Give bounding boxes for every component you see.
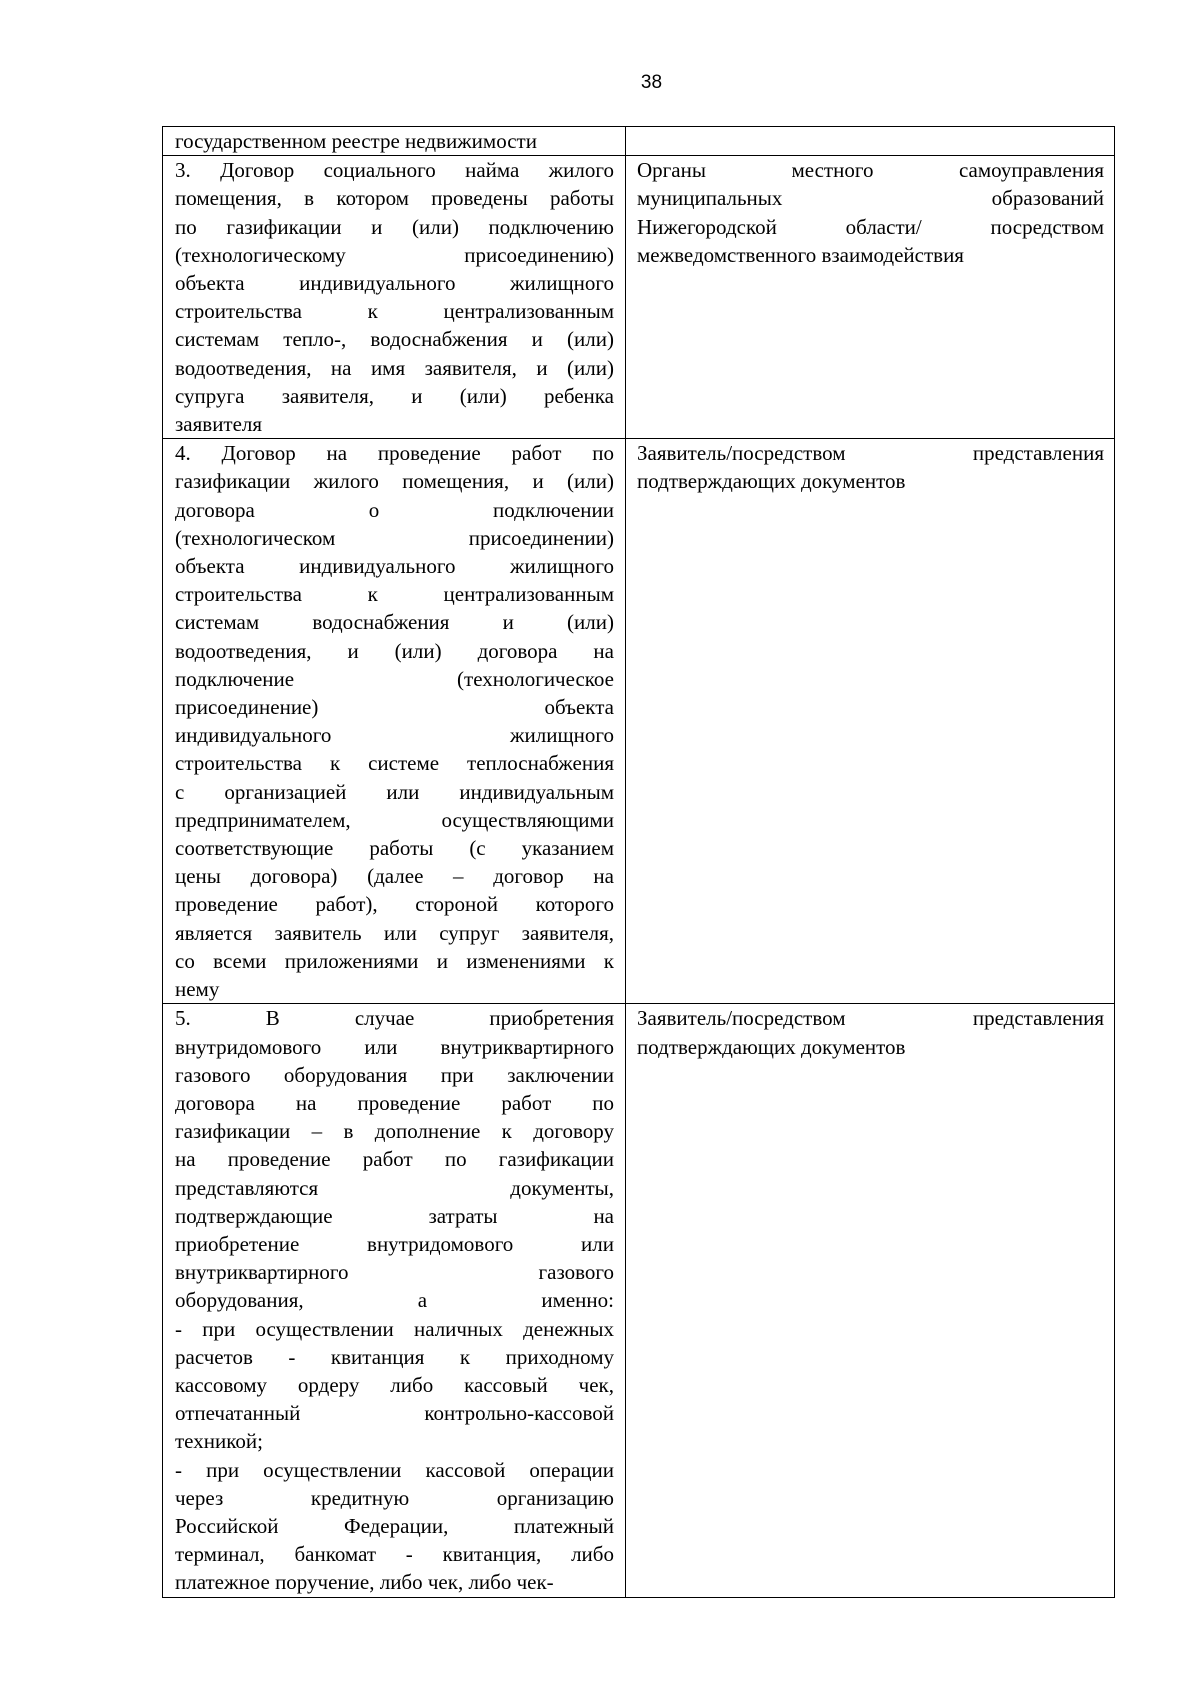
document-cell [163, 127, 626, 156]
document-line: строительства к централизованным [175, 299, 614, 324]
document-line: - при осуществлении кассовой операции [175, 1457, 614, 1482]
source-line: межведомственного взаимодействия [637, 242, 964, 267]
document-line: со всеми приложениями и изменениями к [175, 948, 614, 973]
document-line: договора о подключении [175, 497, 614, 522]
table-row [163, 127, 1115, 156]
document-line: проведение работ), стороной которого [175, 892, 614, 917]
document-line: отпечатанный контрольно-кассовой [175, 1401, 614, 1426]
source-cell [626, 156, 1115, 439]
document-line: водоотведения, на имя заявителя, и (или) [175, 355, 614, 380]
source-cell [626, 127, 1115, 156]
document-line: газового оборудования при заключении [175, 1062, 614, 1087]
source-line: Органы местного самоуправления [637, 158, 1104, 183]
document-cell [163, 439, 626, 1004]
document-line: объекта индивидуального жилищного [175, 554, 614, 579]
document-line: помещения, в котором проведены работы [175, 186, 614, 211]
source-line: муниципальных образований [637, 186, 1104, 211]
document-line: с организацией или индивидуальным [175, 779, 614, 804]
source-line: подтверждающих документов [637, 469, 906, 494]
document-line: присоединение) объекта [175, 695, 614, 720]
document-line: через кредитную организацию [175, 1485, 614, 1510]
document-line: нему [175, 977, 220, 1002]
document-line: 5. В случае приобретения [175, 1006, 614, 1031]
table-row [163, 1004, 1115, 1597]
document-line: техникой; [175, 1429, 263, 1454]
document-line: подтверждающие затраты на [175, 1203, 614, 1228]
document-line: расчетов - квитанция к приходному [175, 1344, 614, 1369]
source-cell [626, 439, 1115, 1004]
page-number: 38 [640, 72, 663, 93]
document-line: - при осуществлении наличных денежных [175, 1316, 614, 1341]
documents-table [162, 126, 1115, 1598]
document-line: по газификации и (или) подключению [175, 214, 614, 239]
document-line: индивидуального жилищного [175, 723, 614, 748]
document-line: соответствующие работы (с указанием [175, 836, 614, 861]
document-line: платежное поручение, либо чек, либо чек- [175, 1570, 554, 1595]
source-line: подтверждающих документов [637, 1034, 906, 1059]
document-line: внутриквартирного газового [175, 1260, 614, 1285]
document-line: строительства к системе теплоснабжения [175, 751, 614, 776]
document-line: супруга заявителя, и (или) ребенка [175, 383, 614, 408]
document-line: газификации – в дополнение к договору [175, 1119, 614, 1144]
document-line: цены договора) (далее – договор на [175, 864, 614, 889]
document-line: 4. Договор на проведение работ по [175, 441, 614, 466]
table-row [163, 439, 1115, 1004]
document-line: государственном реестре недвижимости [175, 129, 537, 153]
document-line: объекта индивидуального жилищного [175, 271, 614, 296]
document-line: (технологическом присоединении) [175, 525, 614, 550]
document-line: представляются документы, [175, 1175, 614, 1200]
document-line: строительства к централизованным [175, 582, 614, 607]
document-line: (технологическому присоединению) [175, 242, 614, 267]
document-line: подключение (технологическое [175, 666, 614, 691]
source-line: Заявитель/посредством представления [637, 1006, 1104, 1031]
document-line: системам водоснабжения и (или) [175, 610, 614, 635]
document-line: на проведение работ по газификации [175, 1147, 614, 1172]
document-line: внутридомового или внутриквартирного [175, 1034, 614, 1059]
document-cell [163, 156, 626, 439]
documents-table-body [163, 127, 1115, 1598]
document-line: договора на проведение работ по [175, 1090, 614, 1115]
document-line: заявителя [175, 412, 263, 437]
document-line: водоотведения, и (или) договора на [175, 638, 614, 663]
document-line: оборудования, а именно: [175, 1288, 614, 1313]
document-line: предпринимателем, осуществляющими [175, 807, 614, 832]
table-row [163, 156, 1115, 439]
document-line: 3. Договор социального найма жилого [175, 158, 614, 183]
document-line: кассовому ордеру либо кассовый чек, [175, 1372, 614, 1397]
document-line: газификации жилого помещения, и (или) [175, 469, 614, 494]
document-line: Российской Федерации, платежный [175, 1513, 614, 1538]
document-line: системам тепло-, водоснабжения и (или) [175, 327, 614, 352]
document-line: является заявитель или супруг заявителя, [175, 920, 614, 945]
document-cell [163, 1004, 626, 1597]
document-line: приобретение внутридомового или [175, 1231, 614, 1256]
source-cell [626, 1004, 1115, 1597]
source-line: Нижегородской области/ посредством [637, 214, 1104, 239]
source-line: Заявитель/посредством представления [637, 441, 1104, 466]
document-line: терминал, банкомат - квитанция, либо [175, 1542, 614, 1567]
